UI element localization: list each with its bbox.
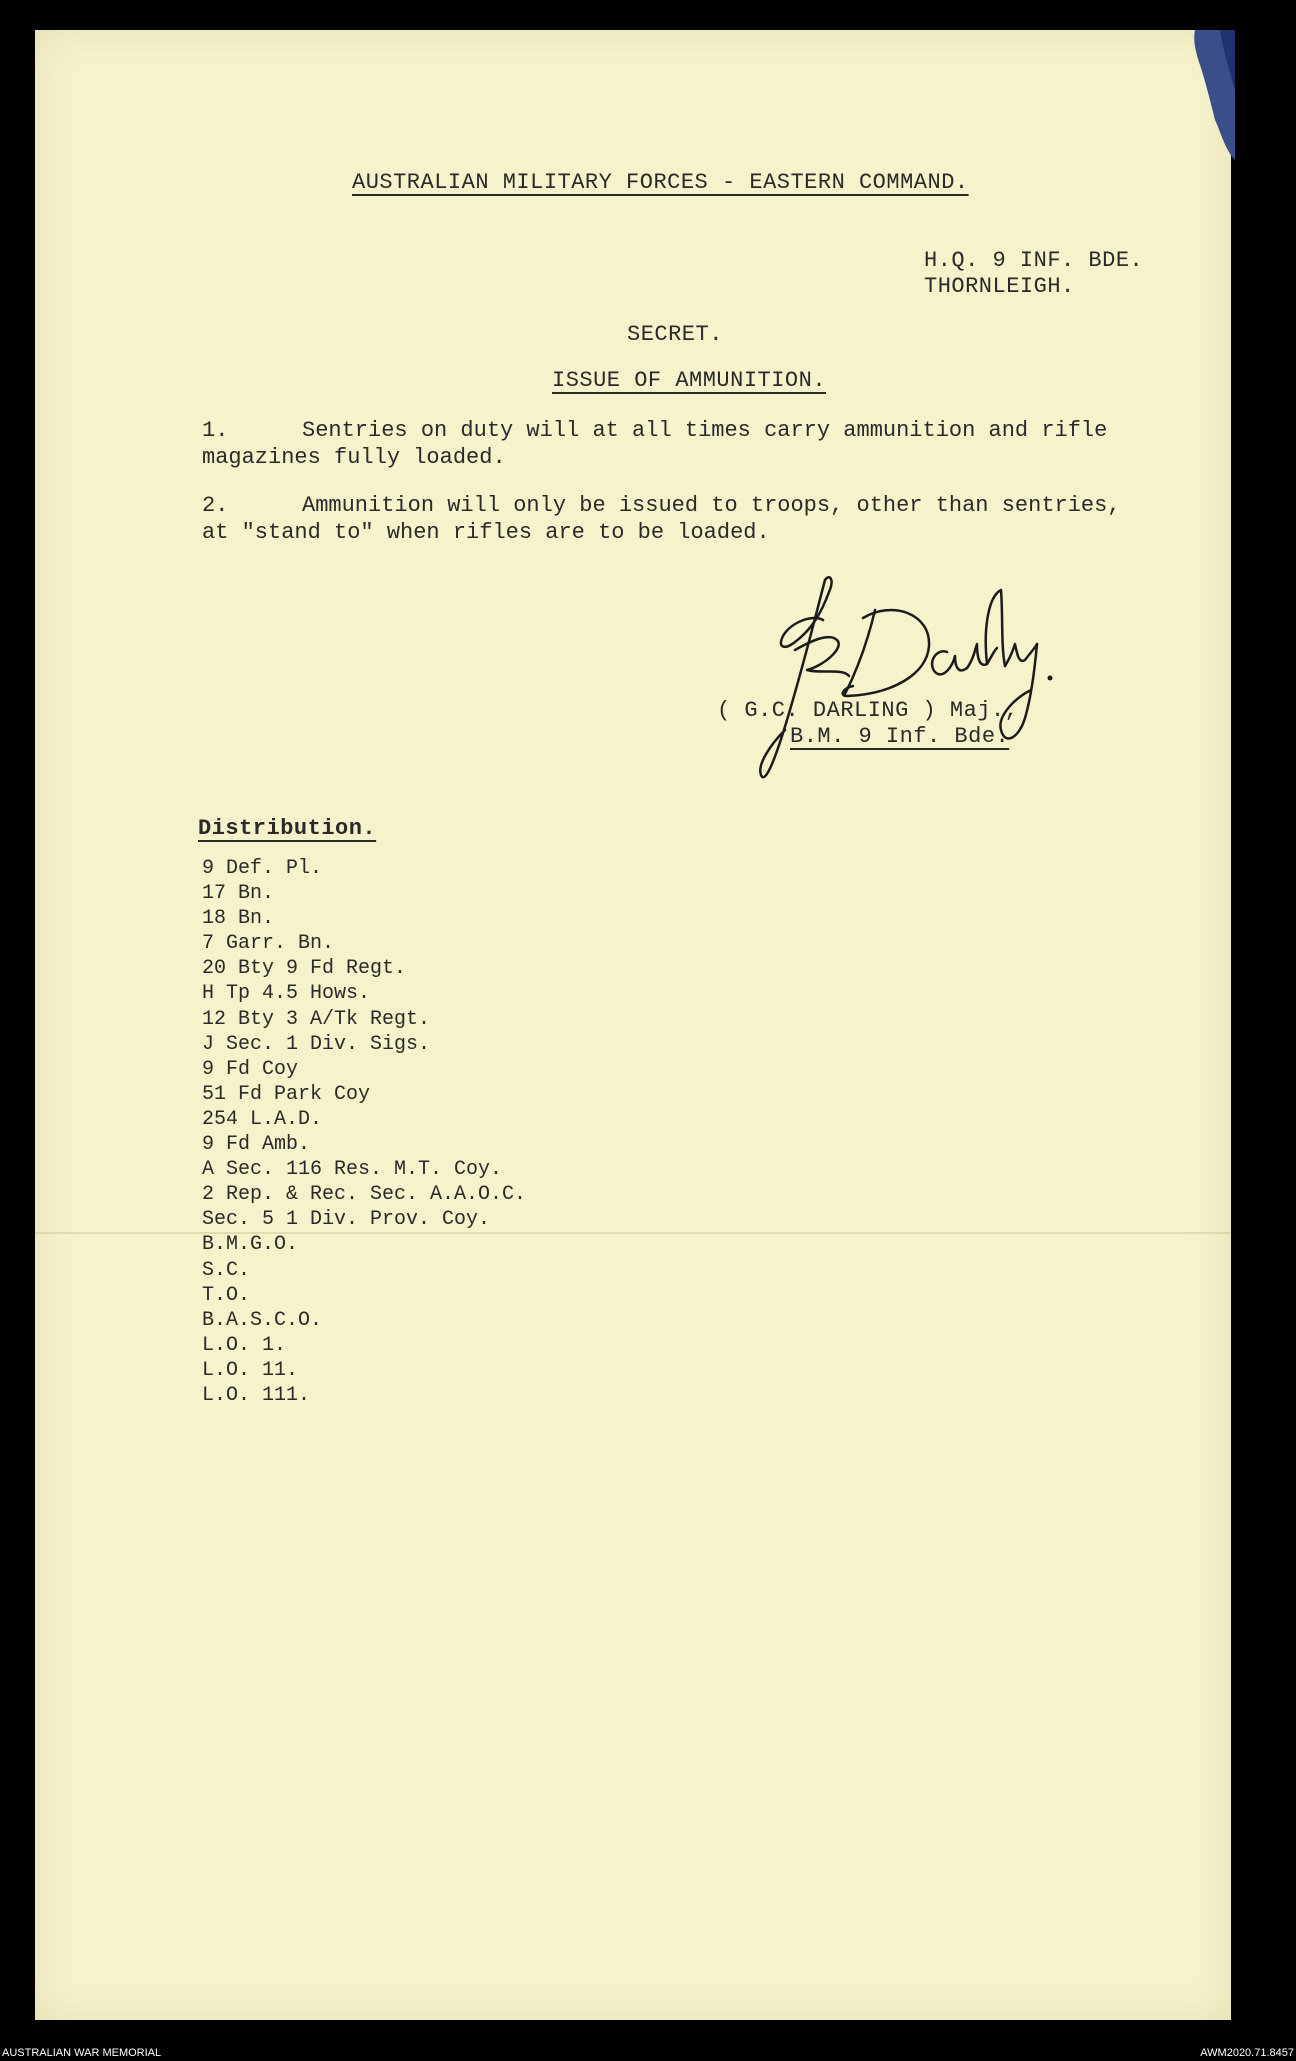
signatory-name: ( G.C. DARLING ) Maj., bbox=[717, 698, 1019, 723]
distribution-list bbox=[202, 856, 526, 1408]
distribution-item: H Tp 4.5 Hows. bbox=[202, 982, 371, 1006]
distribution-item: 18 Bn. bbox=[202, 907, 275, 931]
distribution-item: 2 Rep. & Rec. Sec. A.A.O.C. bbox=[202, 1183, 527, 1207]
distribution-item: J Sec. 1 Div. Sigs. bbox=[202, 1032, 431, 1056]
paragraph-1 bbox=[202, 417, 1107, 471]
paragraph-number: 2. bbox=[202, 493, 229, 518]
distribution-item: L.O. 111. bbox=[202, 1383, 311, 1407]
paragraph-text: Ammunition will only be issued to troops, other than sentries, bbox=[302, 493, 1121, 518]
paragraph-text: at "stand to" when rifles are to be loaded. bbox=[202, 520, 770, 545]
distribution-item: 9 Fd Coy bbox=[202, 1057, 299, 1081]
distribution-item: 12 Bty 3 A/Tk Regt. bbox=[202, 1007, 431, 1031]
paragraph-text: Sentries on duty will at all times carry ammunition and rifle bbox=[302, 418, 1108, 443]
footer-institution: AUSTRALIAN WAR MEMORIAL bbox=[2, 2047, 162, 2059]
distribution-item: A Sec. 116 Res. M.T. Coy. bbox=[202, 1158, 503, 1182]
paragraph-number: 1. bbox=[202, 418, 229, 443]
distribution-item: 9 Def. Pl. bbox=[202, 857, 323, 880]
distribution-item: 20 Bty 9 Fd Regt. bbox=[202, 957, 407, 981]
signatory-title: B.M. 9 Inf. Bde. bbox=[790, 724, 1010, 749]
classification-label: SECRET. bbox=[627, 322, 723, 347]
distribution-item: 7 Garr. Bn. bbox=[202, 932, 335, 956]
document-heading: AUSTRALIAN MILITARY FORCES - EASTERN COMMAND. bbox=[352, 170, 969, 195]
handwritten-signature bbox=[725, 570, 1055, 800]
torn-corner-mark bbox=[1165, 30, 1235, 170]
distribution-item: 9 Fd Amb. bbox=[202, 1133, 311, 1157]
distribution-item: T.O. bbox=[202, 1283, 251, 1307]
distribution-item: B.M.G.O. bbox=[202, 1233, 299, 1257]
distribution-item: 254 L.A.D. bbox=[202, 1107, 323, 1131]
paragraph-text: magazines fully loaded. bbox=[202, 445, 506, 470]
address-line-1: H.Q. 9 INF. BDE. bbox=[924, 248, 1144, 273]
distribution-item: B.A.S.C.O. bbox=[202, 1308, 323, 1332]
document-page bbox=[35, 30, 1231, 2020]
subject-line: ISSUE OF AMMUNITION. bbox=[552, 368, 827, 393]
distribution-item: L.O. 1. bbox=[202, 1333, 287, 1357]
distribution-item: 17 Bn. bbox=[202, 882, 275, 906]
distribution-item: L.O. 11. bbox=[202, 1358, 299, 1382]
distribution-item: Sec. 5 1 Div. Prov. Coy. bbox=[202, 1208, 491, 1232]
distribution-item: S.C. bbox=[202, 1258, 251, 1282]
paragraph-2 bbox=[202, 492, 1121, 546]
footer-accession-number: AWM2020.71.8457 bbox=[1200, 2047, 1294, 2059]
distribution-heading: Distribution. bbox=[198, 816, 377, 841]
distribution-item: 51 Fd Park Coy bbox=[202, 1082, 371, 1106]
address-line-2: THORNLEIGH. bbox=[924, 274, 1075, 299]
